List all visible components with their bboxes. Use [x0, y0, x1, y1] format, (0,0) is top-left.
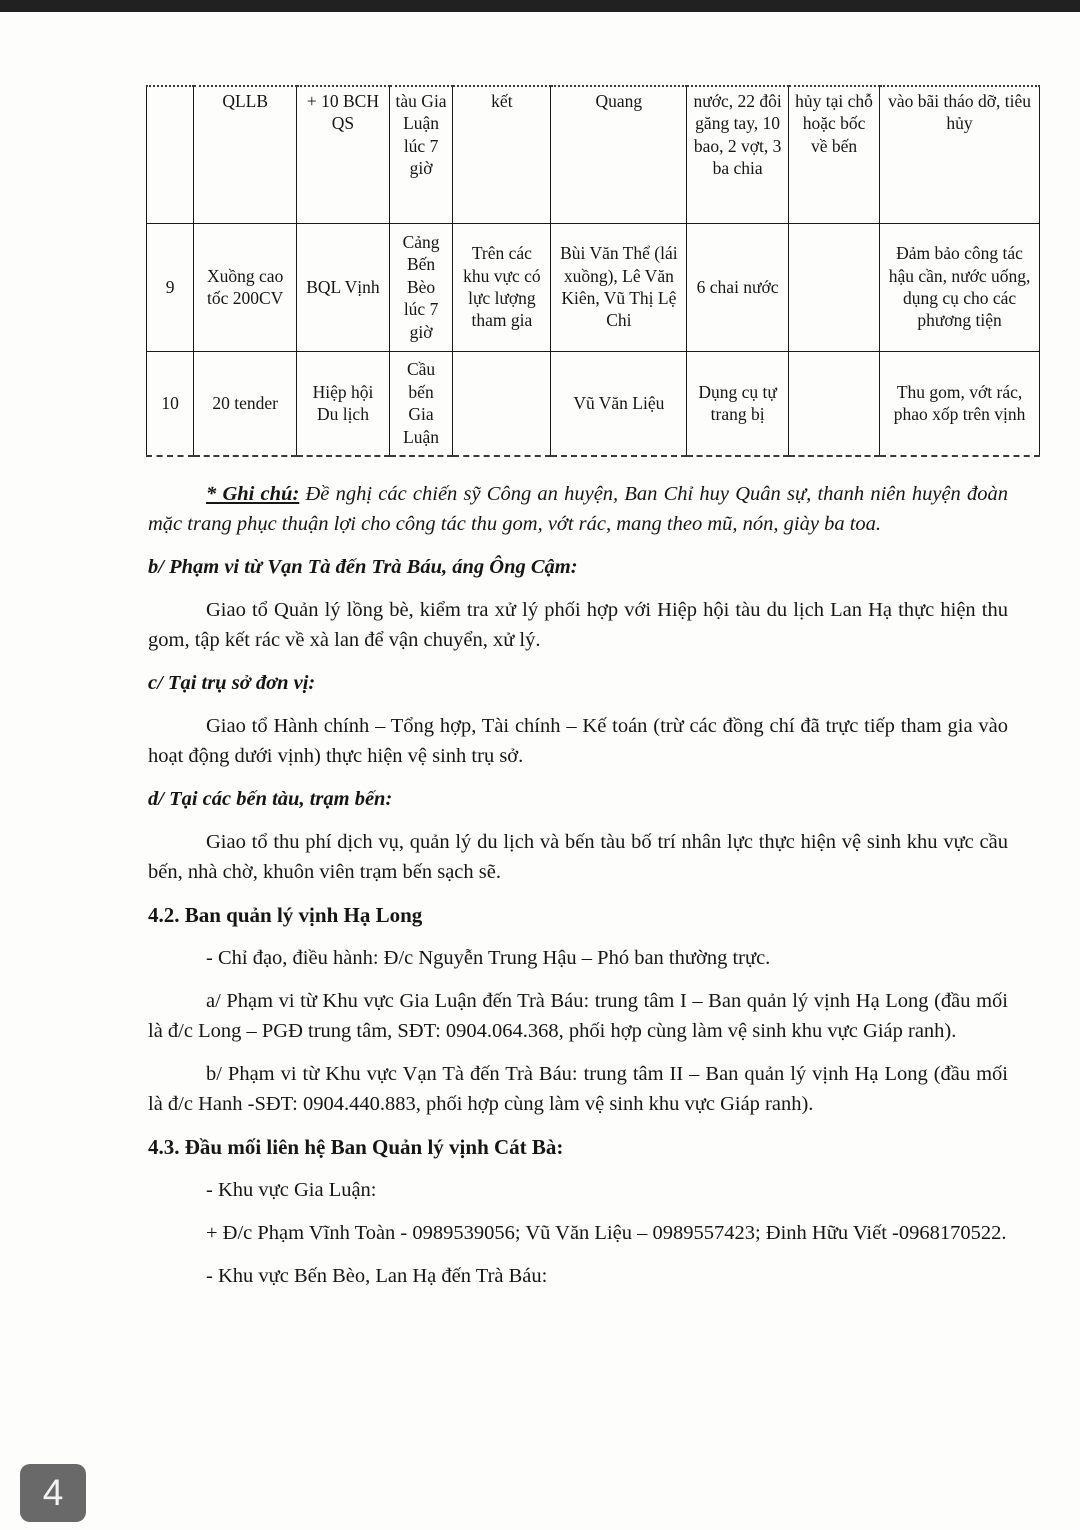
table-cell: + 10 BCH QS: [297, 86, 390, 223]
note-paragraph: [148, 479, 1008, 539]
table-cell: Bùi Văn Thể (lái xuồng), Lê Văn Kiên, Vũ Thị Lệ Chi: [551, 223, 687, 351]
body-paragraph: - Khu vực Gia Luận:: [206, 1179, 377, 1201]
body-paragraph: Giao tổ Quản lý lồng bè, kiểm tra xử lý phối hợp với Hiệp hội tàu du lịch Lan Hạ thực hiện thu gom, tập kết rác về xà lan để vận chuyển, xử lý.: [148, 599, 1008, 651]
table-row: [147, 86, 1040, 223]
table-cell: 6 chai nước: [687, 223, 789, 351]
table-cell: Cầu bến Gia Luận: [389, 351, 452, 456]
table-cell: 9: [147, 223, 194, 351]
table-cell: [789, 223, 880, 351]
note-text: Đề nghị các chiến sỹ Công an huyện, Ban Chỉ huy Quân sự, thanh niên huyện đoàn mặc trang phục thuận lợi cho công tác thu gom, vớt rác, mang theo mũ, nón, giày ba toa.: [148, 483, 1009, 535]
body-paragraph: a/ Phạm vi từ Khu vực Gia Luận đến Trà Báu: trung tâm I – Ban quản lý vịnh Hạ Long (đầu mối là đ/c Long – PGĐ trung tâm, SĐT: 0904.064.368, phối hợp cùng làm vệ sinh khu vực Giáp ranh).: [148, 990, 1008, 1042]
table-cell: [789, 351, 880, 456]
table-cell: Dụng cụ tự trang bị: [687, 351, 789, 456]
note-label: * Ghi chú:: [206, 483, 300, 505]
table-body: [147, 86, 1040, 456]
table-cell: Hiệp hội Du lịch: [297, 351, 390, 456]
table-cell: BQL Vịnh: [297, 223, 390, 351]
table-cell: tàu Gia Luận lúc 7 giờ: [389, 86, 452, 223]
body-paragraph: + Đ/c Phạm Vĩnh Toàn - 0989539056; Vũ Văn Liệu – 0989557423; Đinh Hữu Viết -0968170522.: [206, 1222, 1007, 1244]
table-cell: [147, 86, 194, 223]
scan-edge-top: [0, 0, 1080, 12]
body-paragraph: - Chỉ đạo, điều hành: Đ/c Nguyễn Trung Hậu – Phó ban thường trực.: [206, 947, 771, 969]
table-row: [147, 223, 1040, 351]
section-heading: c/ Tại trụ sở đơn vị:: [148, 672, 316, 694]
table-cell: Đảm bảo công tác hậu cần, nước uống, dụng cụ cho các phương tiện: [880, 223, 1040, 351]
section-heading: b/ Phạm vi từ Vạn Tà đến Trà Báu, áng Ông Cậm:: [148, 556, 578, 578]
table-cell: Quang: [551, 86, 687, 223]
document-body: [148, 466, 1008, 1304]
section-heading: 4.3. Đầu mối liên hệ Ban Quản lý vịnh Cát Bà:: [148, 1135, 564, 1159]
table-cell: 20 tender: [194, 351, 297, 456]
table-cell: kết: [453, 86, 551, 223]
table-cell: Xuồng cao tốc 200CV: [194, 223, 297, 351]
table-cell: Trên các khu vực có lực lượng tham gia: [453, 223, 551, 351]
table-cell: Thu gom, vớt rác, phao xốp trên vịnh: [880, 351, 1040, 456]
table-row: [147, 351, 1040, 456]
page-number-badge: [20, 1464, 86, 1522]
section-heading: 4.2. Ban quản lý vịnh Hạ Long: [148, 903, 423, 927]
table-cell: hủy tại chỗ hoặc bốc về bến: [789, 86, 880, 223]
body-paragraph: b/ Phạm vi từ Khu vực Vạn Tà đến Trà Báu: trung tâm II – Ban quản lý vịnh Hạ Long (đầu mối là đ/c Hanh -SĐT: 0904.440.883, phối hợp cùng làm vệ sinh khu vực Giáp ranh).: [148, 1063, 1008, 1115]
table-cell: vào bãi tháo dỡ, tiêu hủy: [880, 86, 1040, 223]
table-cell: Cảng Bến Bèo lúc 7 giờ: [389, 223, 452, 351]
table-cell: 10: [147, 351, 194, 456]
table-cell: QLLB: [194, 86, 297, 223]
body-paragraph: Giao tổ thu phí dịch vụ, quản lý du lịch và bến tàu bố trí nhân lực thực hiện vệ sinh khu vực cầu bến, nhà chờ, khuôn viên trạm bến sạch sẽ.: [148, 831, 1008, 883]
table-cell: [453, 351, 551, 456]
assignment-table: [146, 85, 1040, 457]
body-paragraph: Giao tổ Hành chính – Tổng hợp, Tài chính – Kế toán (trừ các đồng chí đã trực tiếp tham gia vào hoạt động dưới vịnh) thực hiện vệ sinh trụ sở.: [148, 715, 1008, 767]
table-cell: nước, 22 đôi găng tay, 10 bao, 2 vợt, 3 ba chia: [687, 86, 789, 223]
section-heading: d/ Tại các bến tàu, trạm bến:: [148, 788, 393, 810]
page-number: 4: [42, 1472, 64, 1513]
body-paragraph: - Khu vực Bến Bèo, Lan Hạ đến Trà Báu:: [206, 1265, 548, 1287]
table-cell: Vũ Văn Liệu: [551, 351, 687, 456]
